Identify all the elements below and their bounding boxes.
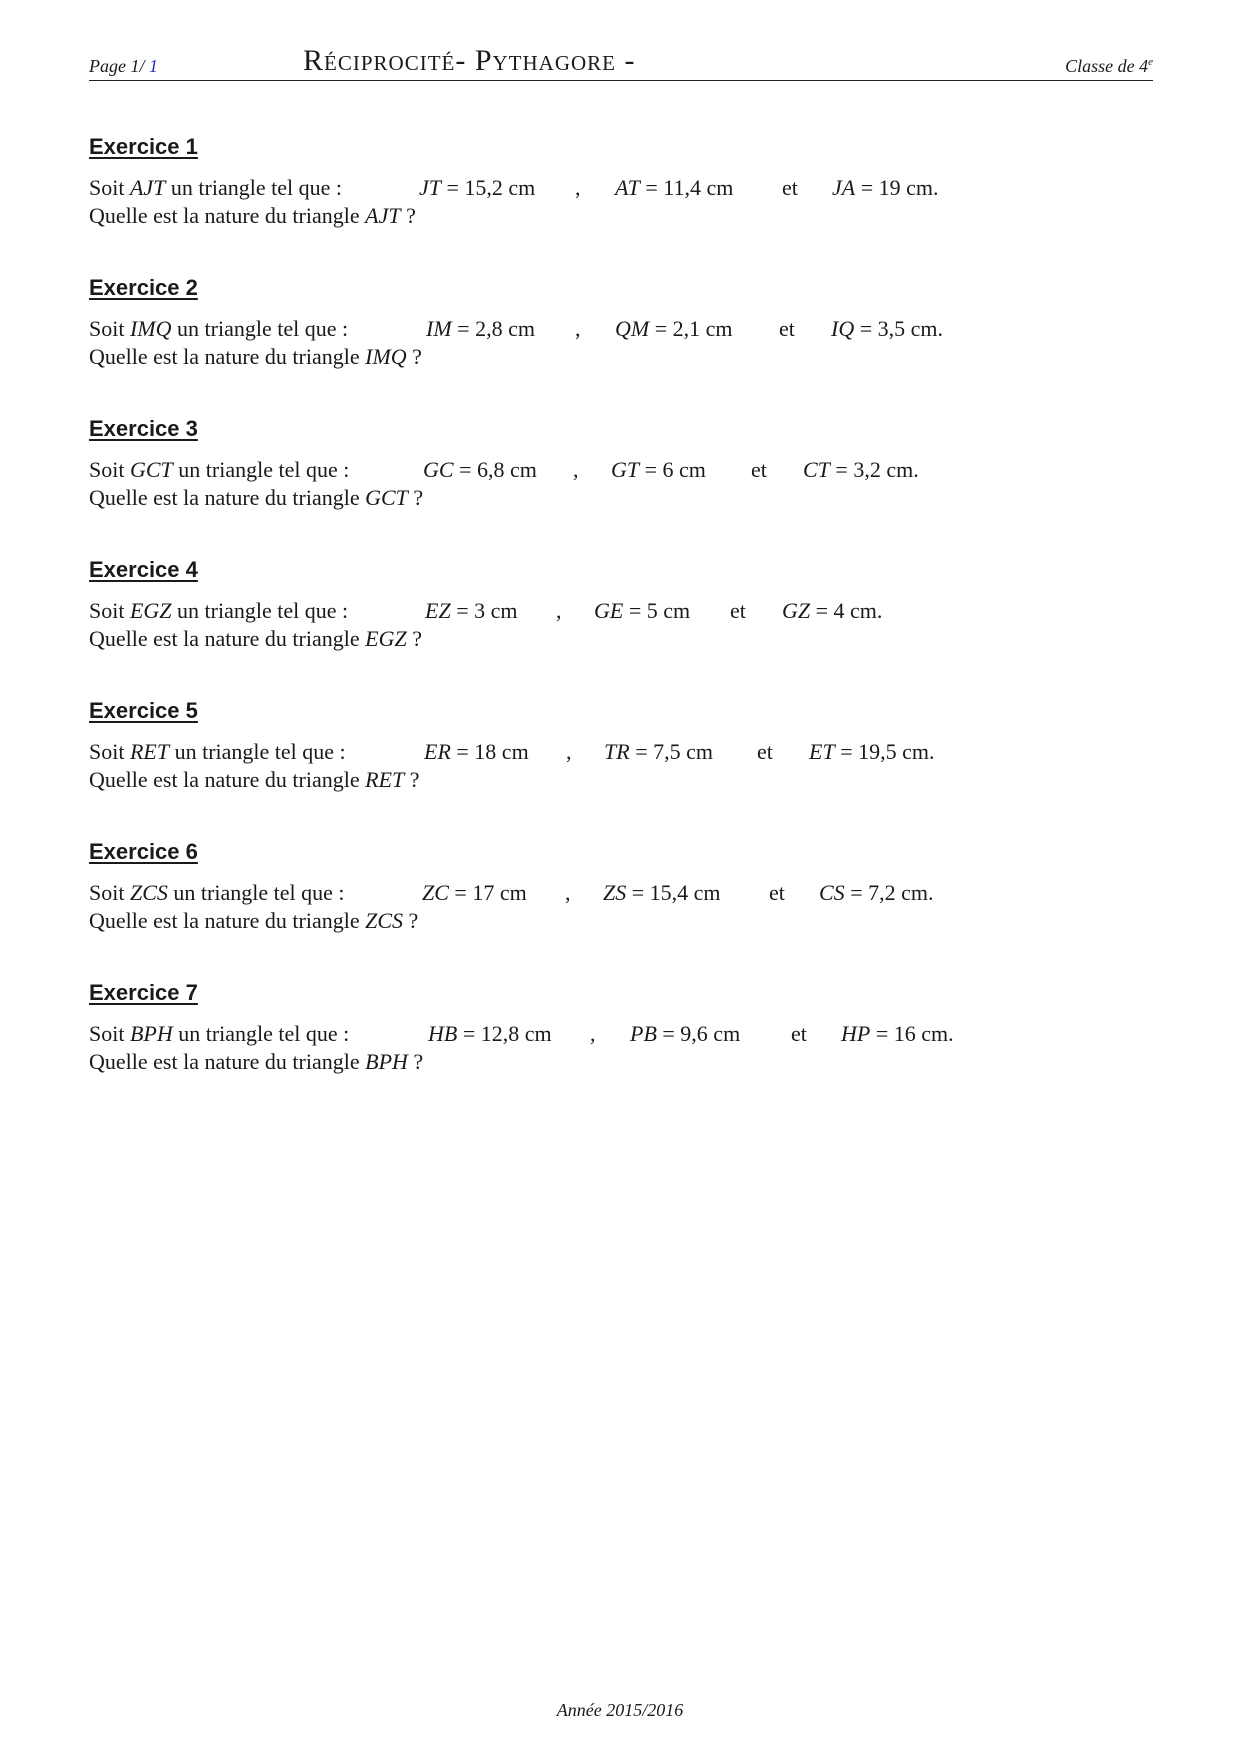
et-word: et bbox=[779, 316, 795, 341]
et-word: et bbox=[791, 1021, 807, 1046]
intro-text: Soit IMQ un triangle tel que : bbox=[89, 316, 349, 341]
exercise-title: Exercice 5 bbox=[89, 698, 198, 723]
exercise-question: Quelle est la nature du triangle EGZ ? bbox=[89, 626, 422, 651]
class-label bbox=[1065, 56, 1153, 77]
exercise-question: Quelle est la nature du triangle ZCS ? bbox=[89, 908, 419, 933]
measure-1: JT = 15,2 cm bbox=[419, 175, 536, 200]
exercise-1 bbox=[89, 132, 1089, 230]
exercise-4 bbox=[89, 555, 1089, 653]
measure-2: PB = 9,6 cm bbox=[630, 1021, 741, 1046]
exercise-2 bbox=[89, 273, 1089, 371]
measure-3: GZ = 4 cm. bbox=[782, 598, 883, 623]
measure-1: GC = 6,8 cm bbox=[423, 457, 537, 482]
exercise-statement bbox=[89, 174, 1089, 202]
triangle-name: GCT bbox=[129, 457, 173, 482]
exercise-title: Exercice 4 bbox=[89, 557, 198, 582]
et-word: et bbox=[751, 457, 767, 482]
measure-1: IM = 2,8 cm bbox=[426, 316, 535, 341]
class-label-sup: e bbox=[1148, 56, 1153, 68]
intro-text: Soit ZCS un triangle tel que : bbox=[89, 880, 345, 905]
comma: , bbox=[556, 598, 562, 623]
triangle-name: EGZ bbox=[129, 598, 172, 623]
exercise-5 bbox=[89, 696, 1089, 794]
exercise-statement bbox=[89, 738, 1089, 766]
intro-text: Soit EGZ un triangle tel que : bbox=[89, 598, 349, 623]
et-word: et bbox=[757, 739, 773, 764]
page-total-link[interactable]: 1 bbox=[149, 56, 158, 76]
exercise-statement bbox=[89, 456, 1089, 484]
measure-2: ZS = 15,4 cm bbox=[603, 880, 721, 905]
exercise-question: Quelle est la nature du triangle AJT ? bbox=[89, 203, 416, 228]
comma: , bbox=[565, 880, 571, 905]
exercise-3 bbox=[89, 414, 1089, 512]
exercise-title: Exercice 7 bbox=[89, 980, 198, 1005]
page-number bbox=[89, 56, 158, 77]
class-label-text: Classe de 4 bbox=[1065, 56, 1149, 76]
triangle-name: ZCS bbox=[129, 880, 168, 905]
exercise-6 bbox=[89, 837, 1089, 935]
comma: , bbox=[575, 316, 581, 341]
exercise-statement bbox=[89, 597, 1089, 625]
page-label: Page 1/ bbox=[89, 56, 145, 76]
measure-3: IQ = 3,5 cm. bbox=[831, 316, 944, 341]
document-title: Réciprocité- Pythagore - bbox=[303, 44, 636, 77]
triangle-name: IMQ bbox=[129, 316, 172, 341]
triangle-name: RET bbox=[129, 739, 170, 764]
measure-1: ER = 18 cm bbox=[424, 739, 529, 764]
comma: , bbox=[573, 457, 579, 482]
comma: , bbox=[590, 1021, 596, 1046]
exercise-7 bbox=[89, 978, 1089, 1076]
measure-2: GT = 6 cm bbox=[611, 457, 706, 482]
comma: , bbox=[575, 175, 581, 200]
exercise-statement bbox=[89, 1020, 1089, 1048]
et-word: et bbox=[782, 175, 798, 200]
measure-3: CT = 3,2 cm. bbox=[803, 457, 919, 482]
measure-2: AT = 11,4 cm bbox=[615, 175, 734, 200]
measure-3: CS = 7,2 cm. bbox=[819, 880, 934, 905]
exercise-question: Quelle est la nature du triangle GCT ? bbox=[89, 485, 424, 510]
measure-1: ZC = 17 cm bbox=[422, 880, 527, 905]
exercise-question: Quelle est la nature du triangle RET ? bbox=[89, 767, 420, 792]
triangle-name: BPH bbox=[129, 1021, 173, 1046]
page-footer: Année 2015/2016 bbox=[556, 1700, 684, 1720]
et-word: et bbox=[769, 880, 785, 905]
measure-2: GE = 5 cm bbox=[594, 598, 691, 623]
exercise-title: Exercice 6 bbox=[89, 839, 198, 864]
measure-2: TR = 7,5 cm bbox=[604, 739, 713, 764]
exercise-question: Quelle est la nature du triangle BPH ? bbox=[89, 1049, 424, 1074]
intro-text: Soit RET un triangle tel que : bbox=[89, 739, 346, 764]
measure-3: JA = 19 cm. bbox=[832, 175, 939, 200]
exercise-title: Exercice 1 bbox=[89, 134, 198, 159]
measure-2: QM = 2,1 cm bbox=[615, 316, 733, 341]
measure-1: HB = 12,8 cm bbox=[428, 1021, 552, 1046]
measure-1: EZ = 3 cm bbox=[425, 598, 518, 623]
intro-text: Soit AJT un triangle tel que : bbox=[89, 175, 342, 200]
exercise-title: Exercice 2 bbox=[89, 275, 198, 300]
intro-text: Soit GCT un triangle tel que : bbox=[89, 457, 350, 482]
triangle-name: AJT bbox=[129, 175, 166, 200]
measure-3: ET = 19,5 cm. bbox=[809, 739, 935, 764]
exercise-question: Quelle est la nature du triangle IMQ ? bbox=[89, 344, 422, 369]
page-header bbox=[89, 40, 1153, 81]
measure-3: HP = 16 cm. bbox=[841, 1021, 954, 1046]
exercise-statement bbox=[89, 879, 1089, 907]
exercise-title: Exercice 3 bbox=[89, 416, 198, 441]
intro-text: Soit BPH un triangle tel que : bbox=[89, 1021, 350, 1046]
et-word: et bbox=[730, 598, 746, 623]
comma: , bbox=[566, 739, 572, 764]
exercise-statement bbox=[89, 315, 1089, 343]
